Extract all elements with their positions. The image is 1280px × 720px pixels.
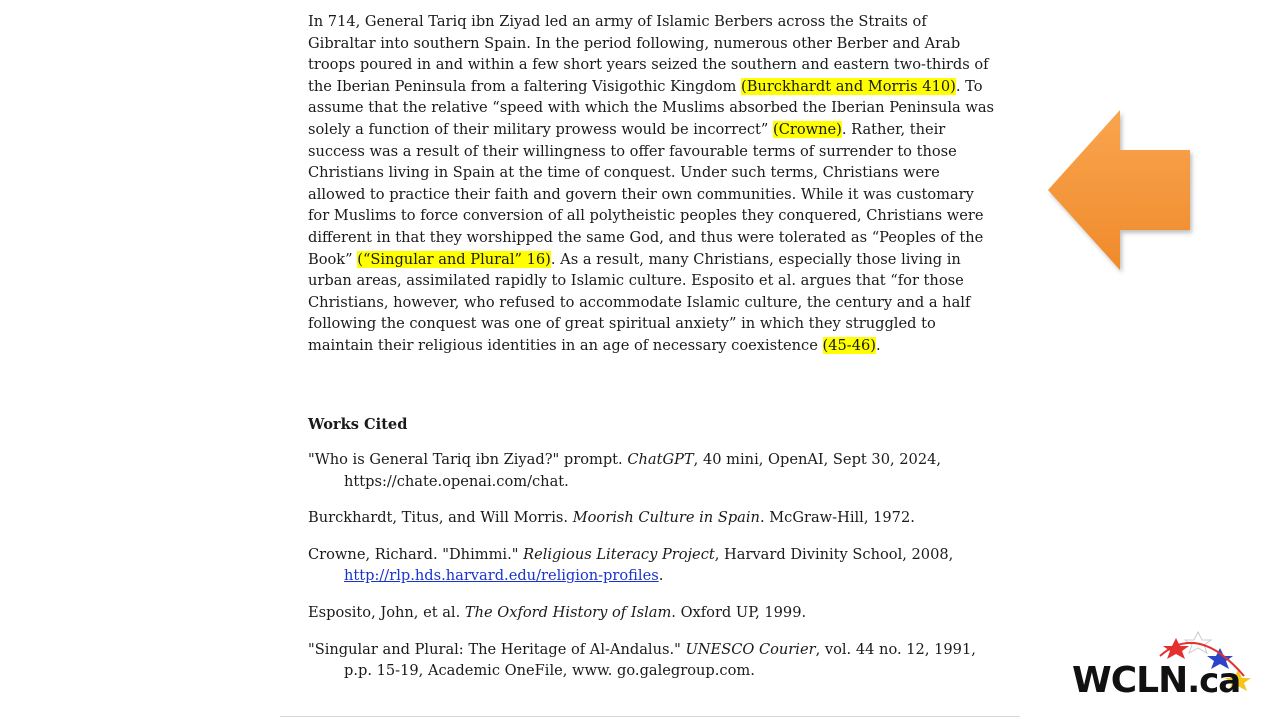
left-arrow-icon <box>1042 104 1198 280</box>
highlighted-citation: (Burckhardt and Morris 410) <box>741 77 956 95</box>
citation-text: "Who is General Tariq ibn Ziyad?" prompt. <box>308 451 628 469</box>
citation-text: Esposito, John, et al. <box>308 604 465 622</box>
citation-entry <box>308 639 998 682</box>
page-divider <box>280 716 1020 717</box>
citation-title: UNESCO Courier <box>685 640 816 658</box>
highlighted-citation: (45-46) <box>822 336 876 354</box>
citation-text: Burckhardt, Titus, and Will Morris. <box>308 509 573 527</box>
paragraph-text: . As a result, many Christians, especially those living in urban areas, assimilated rapidly to Islamic culture. Esposito et al. argues that “for those Christians, however, who refused to accommodate Islamic culture, the century and a half following the conquest was one of great spiritual anxiety” in which they struggled to maintain their religious identities in an age of necessary coexistence <box>308 250 971 354</box>
citation-entry <box>308 507 998 529</box>
works-cited-heading: Works Cited <box>308 415 408 433</box>
paragraph-text: . <box>875 336 881 354</box>
citation-text: , 40 mini, OpenAI, Sept 30, 2024, https://chate.openai.com/chat. <box>344 451 942 490</box>
citation-text: . McGraw-Hill, 1972. <box>759 509 915 527</box>
wcln-logo <box>1072 660 1240 701</box>
citation-entry <box>308 602 998 624</box>
citation-text: , vol. 44 no. 12, 1991, p.p. 15-19, Academic OneFile, www. go.galegroup.com. <box>344 640 976 680</box>
citation-link[interactable]: http://rlp.hds.harvard.edu/religion-profiles <box>344 567 659 585</box>
body-paragraph <box>308 11 998 357</box>
citation-title: The Oxford History of Islam <box>464 604 672 622</box>
citation-entry <box>308 449 998 492</box>
citation-entry <box>308 544 998 587</box>
citation-title: ChatGPT <box>627 451 694 469</box>
document-body <box>308 11 998 682</box>
highlighted-citation: (“Singular and Plural” 16) <box>357 250 551 268</box>
citation-text: Crowne, Richard. "Dhimmi." <box>308 545 524 563</box>
paragraph-text: In 714, General Tariq ibn Ziyad led an army of Islamic Berbers across the Straits of Gibraltar into southern Spain. In the period following, numerous other Berber and Arab troops poured in and within a few short years seized the southern and eastern two-thirds of the Iberian Peninsula from a faltering Visigothic Kingdom <box>308 13 989 95</box>
citation-text: "Singular and Plural: The Heritage of Al-Andalus." <box>308 640 686 658</box>
logo-main-text: WCLN <box>1072 660 1188 701</box>
paragraph-text: . To assume that the relative “speed with which the Muslims absorbed the Iberian Peninsula was solely a function of their military prowess would be incorrect” <box>308 77 995 138</box>
citation-text: . <box>658 567 664 585</box>
citation-title: Religious Literacy Project <box>523 545 715 563</box>
logo-suffix-text: .ca <box>1187 661 1241 701</box>
paragraph-text: . Rather, their success was a result of their willingness to offer favourable terms of surrender to those Christians living in Spain at the time of conquest. Under such terms, Christians were allowed to practice their faith and govern their own communities. While it was customary for Muslims to force conversion of all polytheistic peoples they conquered, Christians were different in that they worshipped the same God, and thus were tolerated as “Peoples of the Book” <box>308 120 984 268</box>
highlighted-citation: (Crowne) <box>773 120 842 138</box>
citation-title: Moorish Culture in Spain <box>572 509 760 527</box>
citation-text: , Harvard Divinity School, 2008, <box>714 545 954 563</box>
citation-text: . Oxford UP, 1999. <box>671 604 807 622</box>
